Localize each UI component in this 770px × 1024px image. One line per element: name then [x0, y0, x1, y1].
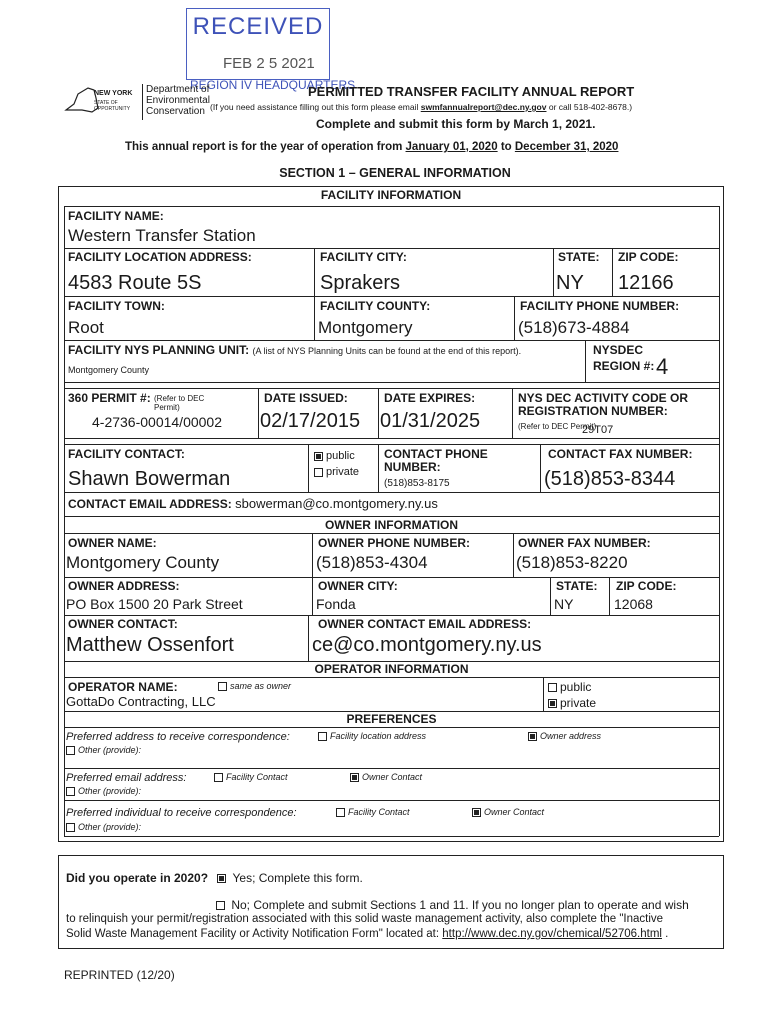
agency-department: Department of Environmental Conservation	[146, 84, 210, 117]
facility-zip-label: ZIP CODE:	[618, 250, 679, 264]
operator-heading: OPERATOR INFORMATION	[314, 662, 469, 676]
operator-name-label: OPERATOR NAME:	[68, 680, 178, 694]
pref-email-owner-checkbox[interactable]	[350, 773, 359, 782]
planning-unit-value[interactable]: Montgomery County	[68, 365, 150, 375]
ny-state-logo	[64, 84, 144, 118]
pref-email-facility-checkbox[interactable]	[214, 773, 223, 782]
contact-private-checkbox[interactable]	[314, 468, 323, 477]
owner-fax-value[interactable]: (518)853-8220	[516, 553, 628, 572]
date-issued-label: DATE ISSUED:	[264, 391, 348, 405]
owner-address-value[interactable]: PO Box 1500 20 Park Street	[66, 596, 243, 612]
date-issued-value[interactable]: 02/17/2015	[260, 410, 361, 432]
activity-code-note: (Refer to DEC Permit)	[518, 422, 597, 431]
owner-email-value[interactable]: ce@co.montgomery.ny.us	[312, 634, 542, 656]
assistance-line: (If you need assistance filling out this form please email swmfannualreport@dec.ny.gov or call 518-402-8678.)	[210, 102, 633, 112]
pref-address-label: Preferred address to receive correspondence:	[66, 731, 290, 743]
owner-state-value[interactable]: NY	[554, 596, 574, 612]
facility-contact-value[interactable]: Shawn Bowerman	[68, 468, 231, 490]
activity-code-value[interactable]: 29T07	[582, 424, 614, 436]
pref-email-label: Preferred email address:	[66, 772, 187, 784]
operate-no-line-3: Solid Waste Management Facility or Activity Notification Form" located at: http://www.dec.ny.gov/chemical/52706.html .	[66, 928, 669, 940]
facility-zip-value[interactable]: 12166	[618, 272, 674, 294]
preferences-heading: PREFERENCES	[346, 712, 437, 726]
facility-city-label: FACILITY CITY:	[320, 250, 407, 264]
agency-state-sub: STATE OF OPPORTUNITY	[94, 100, 131, 112]
permit-note: (Refer to DEC Permit)	[154, 394, 205, 412]
region-label-2: REGION #:	[593, 359, 655, 373]
facility-phone-value[interactable]: (518)673-4884	[518, 318, 630, 337]
contact-email-value[interactable]: sbowerman@co.montgomery.ny.us	[235, 496, 438, 511]
inactive-form-link[interactable]: http://www.dec.ny.gov/chemical/52706.html	[442, 928, 662, 940]
contact-private-option[interactable]: private	[314, 466, 359, 478]
pref-address-owner-checkbox[interactable]	[528, 732, 537, 741]
planning-unit-note: (A list of NYS Planning Units can be found at the end of this report).	[252, 346, 522, 356]
operator-public-option[interactable]: public	[548, 680, 591, 694]
operate-question-row	[66, 871, 363, 885]
owner-zip-label: ZIP CODE:	[616, 579, 677, 593]
region-value[interactable]: 4	[656, 354, 669, 379]
facility-city-value[interactable]: Sprakers	[320, 272, 401, 294]
region-overlay-stamp: REGION IV HEADQUARTERS	[190, 78, 356, 92]
facility-phone-label: FACILITY PHONE NUMBER:	[520, 299, 680, 313]
facility-contact-label: FACILITY CONTACT:	[68, 447, 185, 461]
pref-email-facility-option[interactable]: Facility Contact	[214, 772, 288, 782]
owner-contact-value[interactable]: Matthew Ossenfort	[66, 634, 234, 656]
report-title: PERMITTED TRANSFER FACILITY ANNUAL REPORT	[308, 84, 635, 99]
operate-no-label: No; Complete and submit Sections 1 and 11. If you no longer plan to operate and wish	[231, 898, 689, 912]
owner-fax-label: OWNER FAX NUMBER:	[518, 536, 651, 550]
pref-individual-facility-checkbox[interactable]	[336, 808, 345, 817]
contact-public-checkbox[interactable]	[314, 452, 323, 461]
contact-email-row: CONTACT EMAIL ADDRESS: sbowerman@co.montgomery.ny.us	[68, 496, 438, 511]
pref-individual-owner-checkbox[interactable]	[472, 808, 481, 817]
operate-yes-label: Yes; Complete this form.	[232, 871, 363, 885]
received-stamp	[186, 8, 330, 80]
owner-phone-value[interactable]: (518)853-4304	[316, 553, 428, 572]
facility-county-value[interactable]: Montgomery	[318, 318, 413, 337]
owner-city-value[interactable]: Fonda	[316, 596, 356, 612]
operate-no-row	[216, 898, 689, 912]
owner-contact-label: OWNER CONTACT:	[68, 617, 178, 631]
operator-name-value[interactable]: GottaDo Contracting, LLC	[66, 694, 216, 709]
facility-name-value[interactable]: Western Transfer Station	[68, 226, 256, 245]
pref-address-other-option[interactable]: Other (provide):	[66, 745, 141, 755]
owner-phone-label: OWNER PHONE NUMBER:	[318, 536, 470, 550]
operator-private-checkbox[interactable]	[548, 699, 557, 708]
reprinted-footer: REPRINTED (12/20)	[64, 968, 175, 982]
contact-phone-value[interactable]: (518)853-8175	[384, 478, 450, 489]
pref-address-other-checkbox[interactable]	[66, 746, 75, 755]
region-label: NYSDEC	[593, 343, 644, 357]
pref-individual-facility-option[interactable]: Facility Contact	[336, 807, 410, 817]
owner-state-label: STATE:	[556, 579, 598, 593]
contact-fax-value[interactable]: (518)853-8344	[544, 468, 676, 490]
contact-fax-label: CONTACT FAX NUMBER:	[548, 447, 693, 461]
date-expires-label: DATE EXPIRES:	[384, 391, 476, 405]
facility-heading: FACILITY INFORMATION	[320, 188, 462, 202]
permit-value[interactable]: 4-2736-00014/00002	[92, 414, 223, 430]
facility-town-label: FACILITY TOWN:	[68, 299, 165, 313]
facility-county-label: FACILITY COUNTY:	[320, 299, 431, 313]
facility-name-label: FACILITY NAME:	[68, 209, 164, 223]
owner-city-label: OWNER CITY:	[318, 579, 398, 593]
activity-code-label: NYS DEC ACTIVITY CODE OR REGISTRATION NUMBER:	[518, 391, 689, 418]
operate-yes-checkbox[interactable]	[217, 874, 226, 883]
received-date: FEB 2 5 2021	[223, 55, 315, 72]
owner-heading: OWNER INFORMATION	[324, 518, 459, 532]
owner-name-value[interactable]: Montgomery County	[66, 553, 220, 572]
section-title: SECTION 1 – GENERAL INFORMATION	[279, 166, 511, 180]
operator-public-checkbox[interactable]	[548, 683, 557, 692]
operate-question: Did you operate in 2020?	[66, 871, 209, 885]
pref-individual-label: Preferred individual to receive correspondence:	[66, 807, 297, 819]
pref-email-owner-option[interactable]: Owner Contact	[350, 772, 422, 782]
facility-state-label: STATE:	[558, 250, 600, 264]
owner-email-label: OWNER CONTACT EMAIL ADDRESS:	[318, 617, 532, 631]
operator-same-checkbox[interactable]	[218, 682, 227, 691]
pref-individual-other-option[interactable]: Other (provide):	[66, 822, 141, 832]
received-text: RECEIVED	[192, 13, 324, 40]
pref-email-other-option[interactable]: Other (provide):	[66, 786, 141, 796]
pref-individual-other-checkbox[interactable]	[66, 823, 75, 832]
operate-no-line-2: to relinquish your permit/registration associated with this solid waste management activity, also complete the "Inactive	[66, 913, 664, 925]
pref-email-other-checkbox[interactable]	[66, 787, 75, 796]
pref-individual-owner-option[interactable]: Owner Contact	[472, 807, 544, 817]
permit-label: 360 PERMIT #:	[68, 391, 151, 405]
assistance-email-link[interactable]: swmfannualreport@dec.ny.gov	[420, 102, 547, 112]
operate-no-checkbox[interactable]	[216, 901, 225, 910]
agency-state: NEW YORK	[94, 90, 133, 97]
owner-zip-value[interactable]: 12068	[614, 596, 653, 612]
facility-town-value[interactable]: Root	[68, 318, 104, 337]
submit-deadline: Complete and submit this form by March 1, 2021.	[316, 117, 596, 131]
pref-address-owner-option[interactable]: Owner address	[528, 731, 601, 741]
owner-name-label: OWNER NAME:	[68, 536, 157, 550]
pref-address-facility-option[interactable]: Facility location address	[318, 731, 426, 741]
owner-address-label: OWNER ADDRESS:	[68, 579, 180, 593]
operator-same-option[interactable]: same as owner	[218, 681, 291, 691]
contact-phone-label: CONTACT PHONE NUMBER:	[384, 447, 488, 474]
report-year-line: This annual report is for the year of operation from January 01, 2020 to December 31, 2020	[125, 141, 619, 153]
pref-address-facility-checkbox[interactable]	[318, 732, 327, 741]
facility-address-label: FACILITY LOCATION ADDRESS:	[68, 250, 252, 264]
planning-unit-label: FACILITY NYS PLANNING UNIT: (A list of NYS Planning Units can be found at the end of this report).	[68, 343, 522, 357]
contact-public-option[interactable]: public	[314, 450, 355, 462]
date-expires-value[interactable]: 01/31/2025	[380, 410, 481, 432]
operator-private-option[interactable]: private	[548, 696, 596, 710]
facility-state-value[interactable]: NY	[556, 272, 584, 294]
facility-address-value[interactable]: 4583 Route 5S	[68, 272, 202, 294]
